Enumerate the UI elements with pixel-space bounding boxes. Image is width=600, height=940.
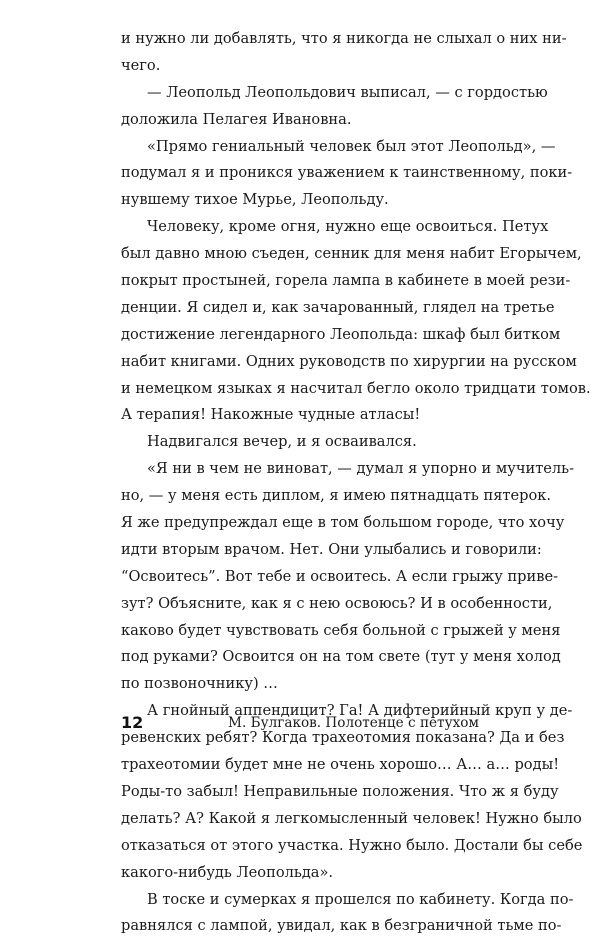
text-line: был давно мною съеден, сенник для меня набит Егорычем, — [121, 245, 582, 263]
text-line: чего. — [121, 56, 161, 74]
text-line: денции. Я сидел и, как зачарованный, глядел на третье — [121, 298, 555, 316]
text-line: делать? А? Какой я легкомысленный человек! Нужно было — [121, 809, 582, 827]
text-line: зут? Объясните, как я с нею освоюсь? И в особенности, — [121, 594, 553, 612]
text-line: нувшему тихое Мурье, Леопольду. — [121, 191, 389, 209]
text-line: и немецком языках я насчитал бегло около тридцати томов. — [121, 379, 591, 397]
text-line: «Я ни в чем не виноват, — думал я упорно и мучитель- — [147, 460, 575, 478]
text-line: В тоске и сумерках я прошелся по кабинету. Когда по- — [147, 890, 574, 908]
text-line: А терапия! Накожные чудные атласы! — [121, 406, 421, 424]
text-line: каково будет чувствовать себя больной с грыжей у меня — [121, 621, 561, 639]
text-line: ревенских ребят? Когда трахеотомия показана? Да и без — [121, 729, 565, 747]
text-line: набит книгами. Одних руководств по хирургии на русском — [121, 352, 577, 370]
text-line: доложила Пелагея Ивановна. — [121, 110, 352, 128]
text-line: трахеотомии будет мне не очень хорошо… А… а… роды! — [121, 756, 560, 774]
text-line: и нужно ли добавлять, что я никогда не слыхал о них ни- — [121, 30, 567, 47]
text-line: но, — у меня есть диплом, я имею пятнадцать пятерок. — [121, 487, 552, 505]
text-line: Человеку, кроме огня, нужно еще освоиться. Петух — [147, 218, 549, 236]
text-line: Я же предупреждал еще в том большом городе, что хочу — [121, 514, 565, 532]
text-line: подумал я и проникся уважением к таинственному, поки- — [121, 164, 573, 182]
page-number: 12 — [121, 713, 144, 732]
text-line: по позвоночнику) … — [121, 675, 278, 693]
text-line: достижение легендарного Леопольда: шкаф был битком — [121, 325, 561, 343]
text-line: Роды-то забыл! Неправильные положения. Что ж я буду — [121, 782, 559, 800]
text-line: — Леопольд Леопольдович выписал, — с гордостью — [147, 83, 548, 101]
text-line: какого-нибудь Леопольда». — [121, 863, 334, 881]
text-line: А гнойный аппендицит? Га! А дифтерийный круп у де- — [147, 702, 573, 720]
text-line: “Освоитесь”. Вот тебе и освоитесь. А если грыжу приве- — [121, 567, 559, 585]
page-footer — [121, 712, 479, 734]
text-line: «Прямо гениальный человек был этот Леопольд», — — [147, 137, 556, 155]
text-line: идти вторым врачом. Нет. Они улыбались и говорили: — [121, 540, 542, 558]
body-text — [121, 26, 591, 940]
text-line: под руками? Освоится он на том свете (тут у меня холод — [121, 648, 561, 666]
text-line: равнялся с лампой, увидал, как в безграничной тьме по- — [121, 917, 562, 935]
text-line: Надвигался вечер, и я осваивался. — [147, 433, 417, 451]
text-line: отказаться от этого участка. Нужно было. Достали бы себе — [121, 836, 583, 854]
running-title: М. Булгаков. Полотенце с петухом — [228, 715, 479, 731]
text-line: покрыт простыней, горела лампа в кабинете в моей рези- — [121, 272, 571, 290]
